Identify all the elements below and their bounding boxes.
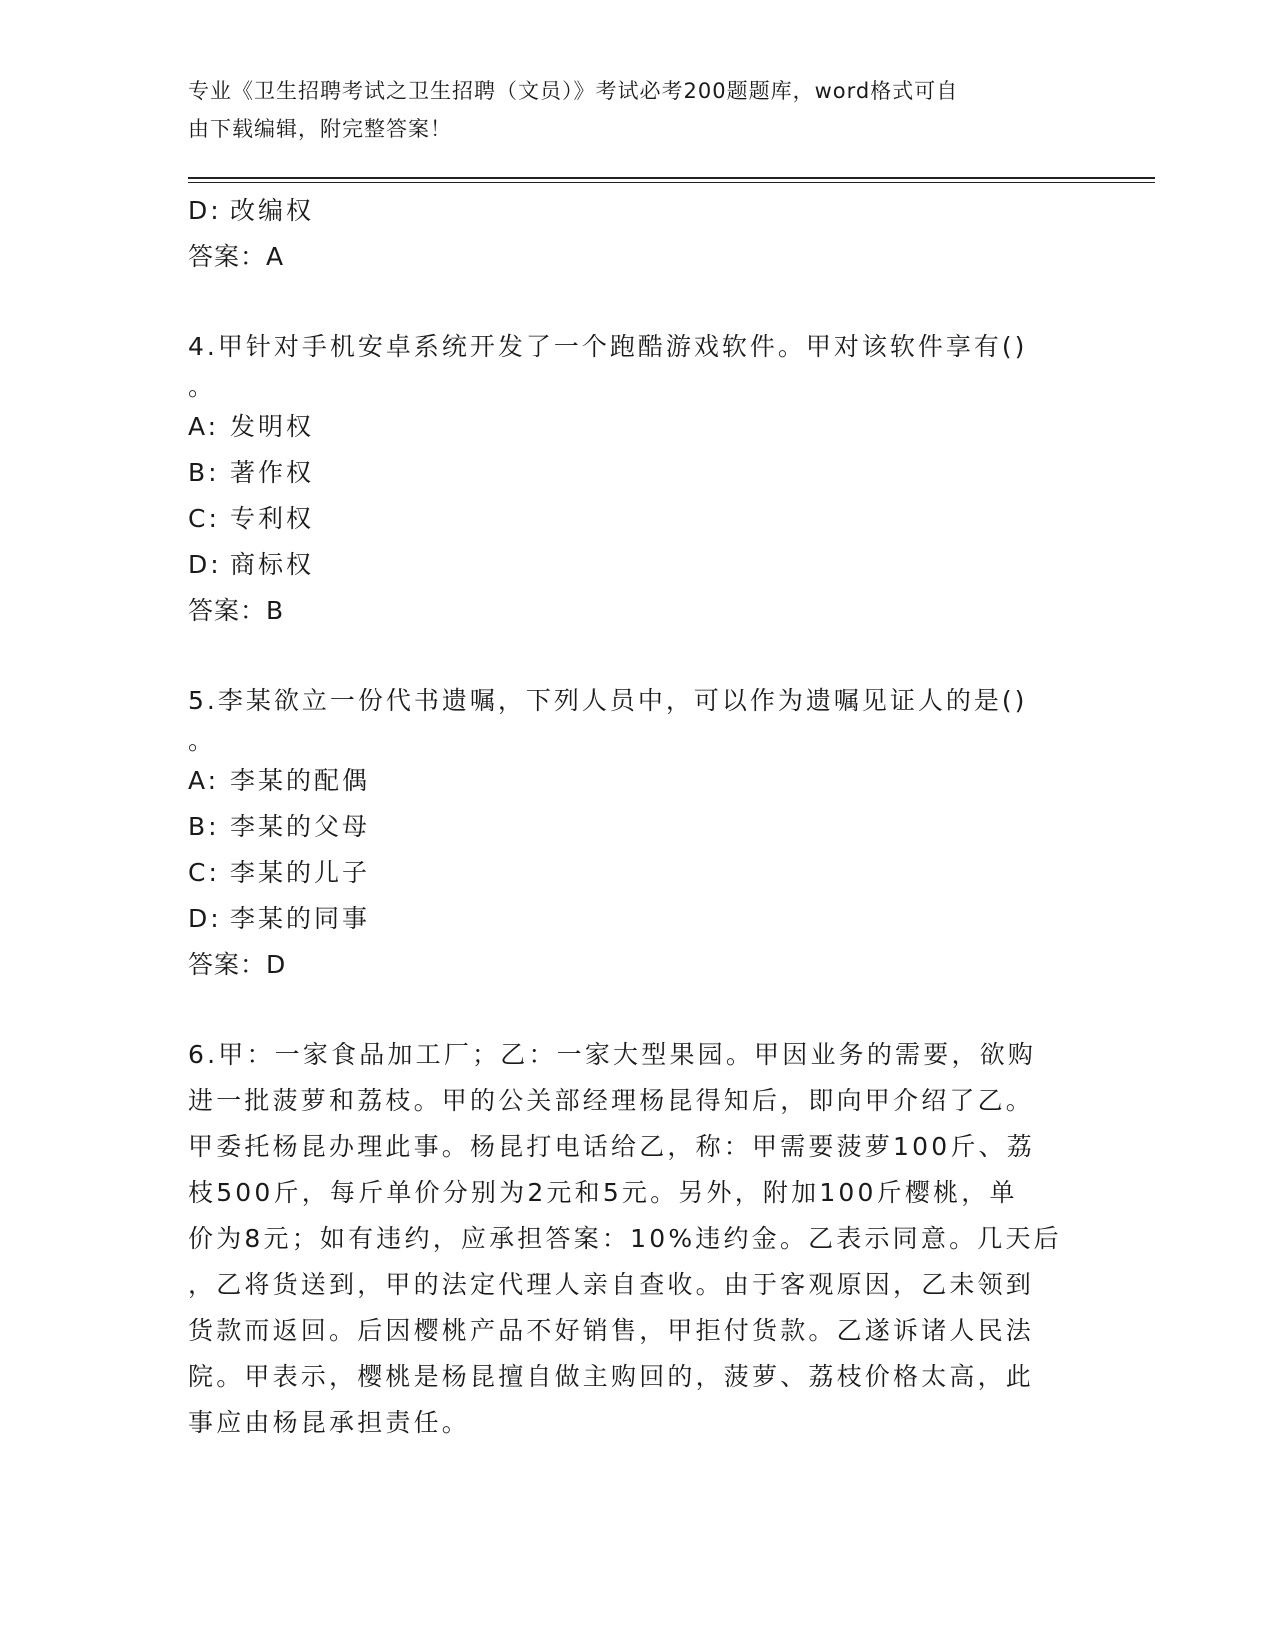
question-stem-end: 。 [188, 372, 217, 401]
answer-line: 答案：B [188, 596, 285, 625]
option-text: 商标权 [230, 550, 315, 579]
answer-line: 答案：A [188, 242, 285, 271]
option-c [188, 496, 1078, 542]
option-b [188, 450, 1078, 496]
document-body [188, 188, 1078, 1446]
option-text: 专利权 [230, 504, 315, 533]
option-text: 李某的同事 [230, 904, 371, 933]
option-text: 李某的父母 [230, 812, 371, 841]
option-text: 李某的儿子 [230, 858, 371, 887]
option-label: C: [188, 858, 220, 887]
option-a [188, 404, 1078, 450]
paragraph-line: 院。甲表示，樱桃是杨昆擅自做主购回的，菠萝、荔枝价格太高，此 [188, 1362, 1035, 1391]
paragraph-line: 枝500斤，每斤单价分别为2元和5元。另外，附加100斤樱桃，单 [188, 1178, 1018, 1207]
paragraph-line: 事应由杨昆承担责任。 [188, 1408, 471, 1437]
document-header [188, 72, 1068, 148]
question-stem-end: 。 [188, 726, 217, 755]
option-label: D: [188, 550, 222, 579]
option-label: A: [188, 412, 220, 441]
paragraph-line: 甲委托杨昆办理此事。杨昆打电话给乙，称：甲需要菠萝100斤、荔 [188, 1132, 1035, 1161]
previous-question-tail [188, 188, 1078, 280]
question-4 [188, 324, 1078, 634]
option-text: 发明权 [230, 412, 315, 441]
question-paragraph [188, 1032, 1068, 1446]
question-stem: 5.李某欲立一份代书遗嘱，下列人员中，可以作为遗嘱见证人的是() [188, 686, 1028, 715]
option-label: B: [188, 458, 220, 487]
option-label: A: [188, 766, 220, 795]
option-label: D: [188, 904, 222, 933]
question-stem: 4.甲针对手机安卓系统开发了一个跑酷游戏软件。甲对该软件享有() [188, 332, 1028, 361]
option-label: C: [188, 504, 220, 533]
paragraph-line: 价为8元；如有违约，应承担答案：10%违约金。乙表示同意。几天后 [188, 1224, 1062, 1253]
paragraph-line: 进一批菠萝和荔枝。甲的公关部经理杨昆得知后，即向甲介绍了乙。 [188, 1086, 1035, 1115]
paragraph-line: 货款而返回。后因樱桃产品不好销售，甲拒付货款。乙遂诉诸人民法 [188, 1316, 1035, 1345]
option-c [188, 850, 1078, 896]
header-line-1: 专业《卫生招聘考试之卫生招聘（文员）》考试必考200题题库，word格式可自 [188, 79, 959, 103]
option-label: B: [188, 812, 220, 841]
option-text: 李某的配偶 [230, 766, 371, 795]
option-b [188, 804, 1078, 850]
option-d [188, 542, 1078, 588]
header-line-2: 由下载编辑，附完整答案！ [188, 117, 452, 141]
option-text: 著作权 [230, 458, 315, 487]
question-5 [188, 678, 1078, 988]
option-a [188, 758, 1078, 804]
paragraph-line: ，乙将货送到，甲的法定代理人亲自查收。由于客观原因，乙未领到 [188, 1270, 1035, 1299]
header-divider-thick [188, 177, 1155, 179]
option-d [188, 896, 1078, 942]
answer-line: 答案：D [188, 950, 287, 979]
paragraph-line: 6.甲：一家食品加工厂；乙：一家大型果园。甲因业务的需要，欲购 [188, 1040, 1037, 1069]
option-label: D: [188, 196, 222, 225]
option-d [188, 188, 1078, 234]
option-text: 改编权 [230, 196, 315, 225]
header-divider-thin [188, 182, 1155, 183]
question-6 [188, 1032, 1078, 1446]
